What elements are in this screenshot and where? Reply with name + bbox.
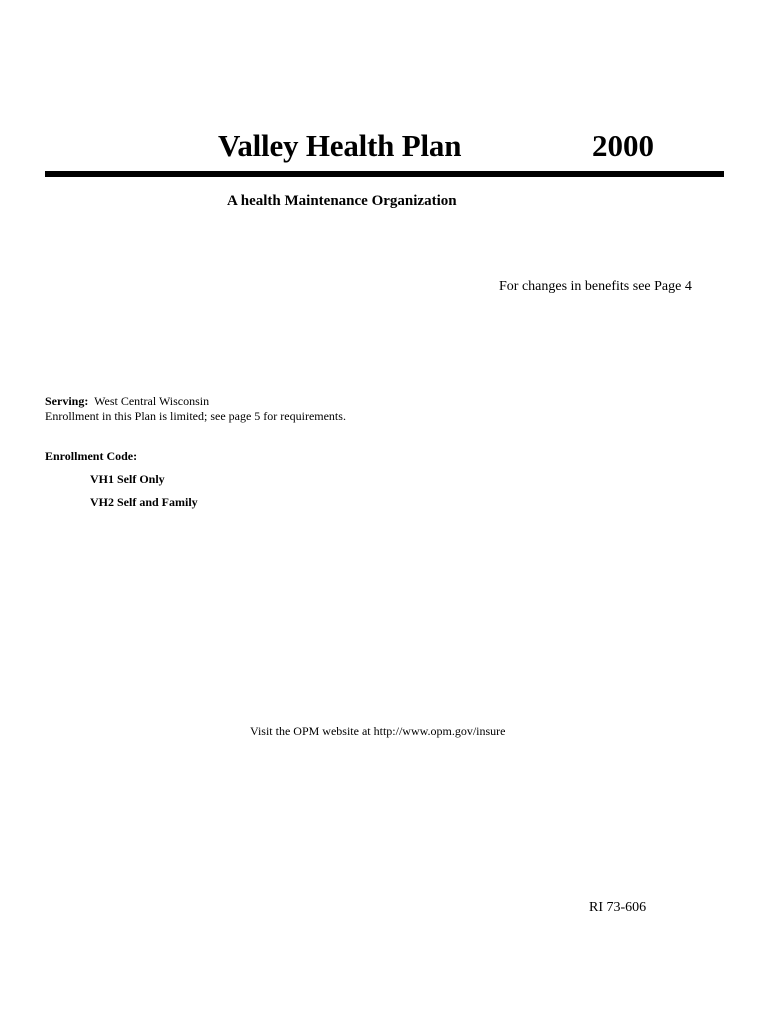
enrollment-code-self-family: VH2 Self and Family (90, 495, 198, 509)
header-rule (45, 171, 724, 177)
form-number: RI 73-606 (589, 900, 647, 915)
document-subtitle: A health Maintenance Organization (227, 193, 457, 209)
plan-year: 2000 (592, 128, 654, 163)
benefit-changes-note: For changes in benefits see Page 4 (499, 279, 692, 294)
document-title: Valley Health Plan (218, 128, 462, 163)
enrollment-limit-note: Enrollment in this Plan is limited; see page 5 for requirements. (45, 409, 346, 423)
enrollment-code-label: Enrollment Code: (45, 449, 138, 463)
serving-area: West Central Wisconsin (94, 394, 210, 408)
enrollment-code-self-only: VH1 Self Only (90, 472, 165, 486)
opm-website-note: Visit the OPM website at http://www.opm.gov/insure (250, 724, 506, 738)
serving-label: Serving: (45, 394, 89, 408)
serving-line (45, 393, 209, 409)
